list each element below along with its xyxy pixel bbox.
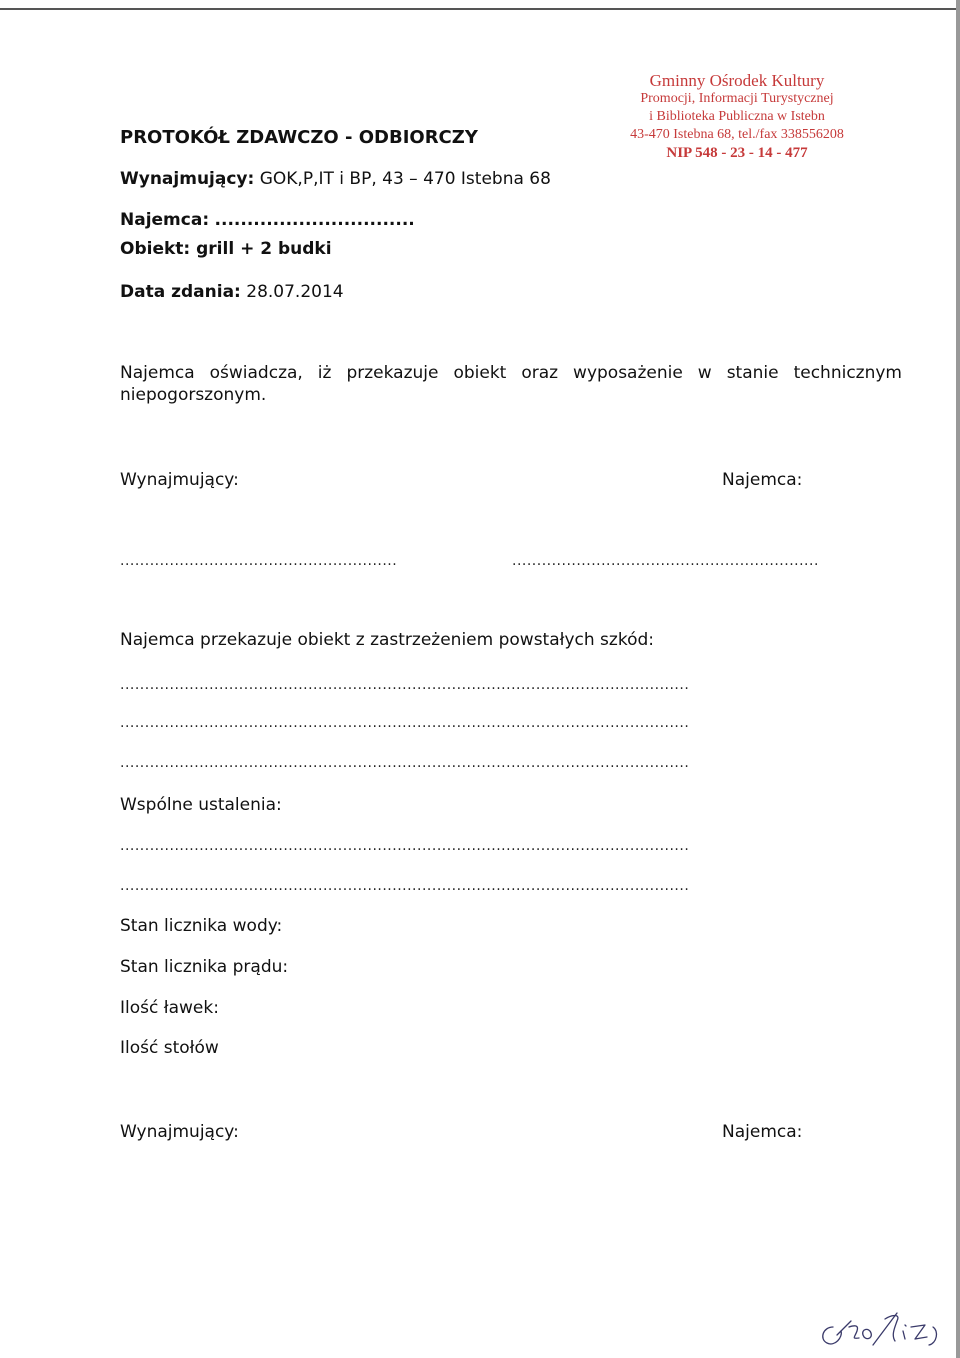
stamp-line-3: i Biblioteka Publiczna w Istebn: [649, 109, 825, 124]
tables-label: Ilość stołów: [120, 1038, 219, 1058]
agreements-label: Wspólne ustalenia:: [120, 795, 282, 815]
date-label: Data zdania:: [120, 282, 241, 302]
damages-line-3: ...................................................................................................................: [120, 755, 690, 771]
final-lessor-label: Wynajmujący:: [120, 1122, 239, 1142]
organization-stamp: [622, 72, 852, 162]
scan-edge: [956, 0, 960, 1358]
stamp-line-1: Gminny Ośrodek Kultury: [649, 71, 825, 90]
benches-label: Ilość ławek:: [120, 998, 219, 1018]
tenant-signature-line: ..............................................................: [512, 553, 819, 569]
lessor-signature-label: Wynajmujący:: [120, 470, 239, 490]
object-row: Obiekt: grill + 2 budki: [120, 239, 332, 259]
lessor-value: GOK,P,IT i BP, 43 – 470 Istebna 68: [259, 169, 551, 189]
damages-label: Najemca przekazuje obiekt z zastrzeżeniem powstałych szkód:: [120, 630, 654, 650]
handwritten-signature: [815, 1305, 945, 1350]
lessor-row: [120, 169, 551, 189]
damages-line-2: ...................................................................................................................: [120, 715, 690, 731]
stamp-line-4: 43-470 Istebna 68, tel./fax 338556208: [630, 127, 844, 142]
water-meter-label: Stan licznika wody:: [120, 916, 283, 936]
power-meter-label: Stan licznika prądu:: [120, 957, 289, 977]
damages-line-1: ...................................................................................................................: [120, 677, 690, 693]
tenant-signature-label: Najemca:: [722, 470, 803, 490]
stamp-line-5: NIP 548 - 23 - 14 - 477: [666, 145, 808, 161]
tenant-row: [120, 210, 415, 230]
date-value: 28.07.2014: [246, 282, 344, 302]
lessor-signature-line: ........................................................: [120, 553, 398, 569]
top-border-line: [0, 8, 960, 10]
agreements-line-1: ...................................................................................................................: [120, 838, 690, 854]
tenant-value: ...............................: [214, 210, 415, 230]
document-title: PROTOKÓŁ ZDAWCZO - ODBIORCZY: [120, 127, 478, 148]
tenant-label: Najemca:: [120, 210, 210, 230]
agreements-line-2: ...................................................................................................................: [120, 878, 690, 894]
lessor-label: Wynajmujący:: [120, 169, 255, 189]
stamp-line-2: Promocji, Informacji Turystycznej: [640, 91, 834, 106]
date-row: [120, 282, 344, 302]
final-tenant-label: Najemca:: [722, 1122, 803, 1142]
statement-paragraph: Najemca oświadcza, iż przekazuje obiekt oraz wyposażenie w stanie technicznym niepogorszonym.: [120, 363, 902, 405]
